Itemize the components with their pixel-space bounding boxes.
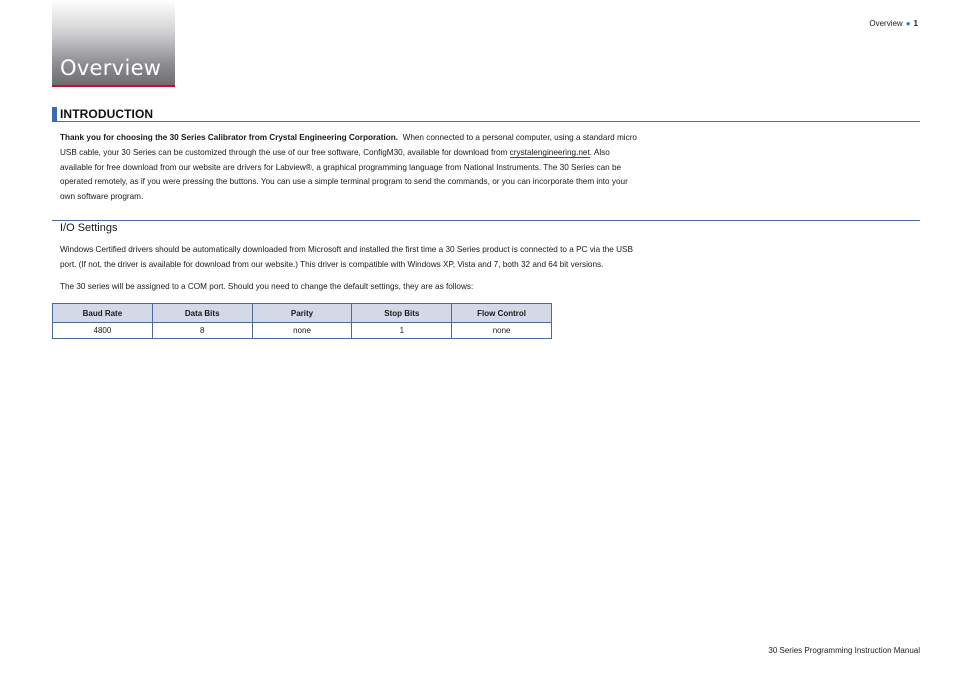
introduction-paragraph (60, 131, 705, 205)
io-line-1: Windows Certified drivers should be automatically downloaded from Microsoft and installed the first time a 30 Series product is connected to a PC via the USB (60, 245, 633, 254)
table-header-cell: Stop Bits (352, 304, 452, 323)
io-paragraph-1 (60, 243, 705, 273)
table-cell: 4800 (53, 323, 153, 339)
table-header-row (53, 304, 552, 323)
intro-line-2-start: USB cable, your 30 Series can be customized through the use of our free software, ConfigM30, available for download from (60, 147, 510, 157)
io-line-2: port. (If not, the driver is available for download from our website.) This driver is compatible with Windows XP, Vista and 7, both 32 and 64 bit versions. (60, 259, 604, 269)
bullet-icon: ● (905, 19, 911, 28)
table-cell: 1 (352, 323, 452, 339)
intro-line-1-rest: When connected to a personal computer, using a standard micro (402, 133, 637, 142)
intro-line-2 (60, 146, 705, 161)
intro-lead: Thank you for choosing the 30 Series Calibrator from Crystal Engineering Corporation. (60, 133, 399, 142)
subsection-title: I/O Settings (60, 222, 118, 234)
section-title: INTRODUCTION (60, 107, 154, 121)
intro-line-3: available for free download from our website are drivers for Labview®, a graphical programming language from National Instruments. The 30 Series can be (60, 162, 622, 172)
com-settings-table (52, 303, 552, 339)
table-header-cell: Data Bits (152, 304, 252, 323)
table-row (53, 323, 552, 339)
table-header-cell: Parity (252, 304, 352, 323)
table-header-cell: Baud Rate (53, 304, 153, 323)
running-header (869, 19, 918, 28)
table-cell: none (252, 323, 352, 339)
chapter-tab (52, 0, 175, 87)
io-paragraph-2: The 30 series will be assigned to a COM port. Should you need to change the default settings, they are as follows: (60, 282, 474, 291)
table-cell: none (452, 323, 552, 339)
section-bar-icon (52, 107, 57, 121)
intro-line-1 (60, 131, 705, 146)
website-link[interactable]: crystalengineering.net (509, 147, 590, 157)
footer-manual-title: 30 Series Programming Instruction Manual (768, 646, 920, 655)
table-cell: 8 (152, 323, 252, 339)
table-header-cell: Flow Control (452, 304, 552, 323)
section-divider (52, 220, 920, 221)
intro-line-5: own software program. (60, 192, 144, 202)
chapter-title: Overview (60, 56, 162, 80)
running-header-section: Overview (869, 19, 903, 28)
section-heading-introduction (52, 106, 920, 122)
page-number: 1 (913, 19, 918, 28)
intro-line-2-end: . Also (589, 147, 610, 157)
intro-line-4: operated remotely, as if you were pressing the buttons. You can use a simple terminal program to send the commands, or you can incorporate them into your (60, 177, 628, 187)
